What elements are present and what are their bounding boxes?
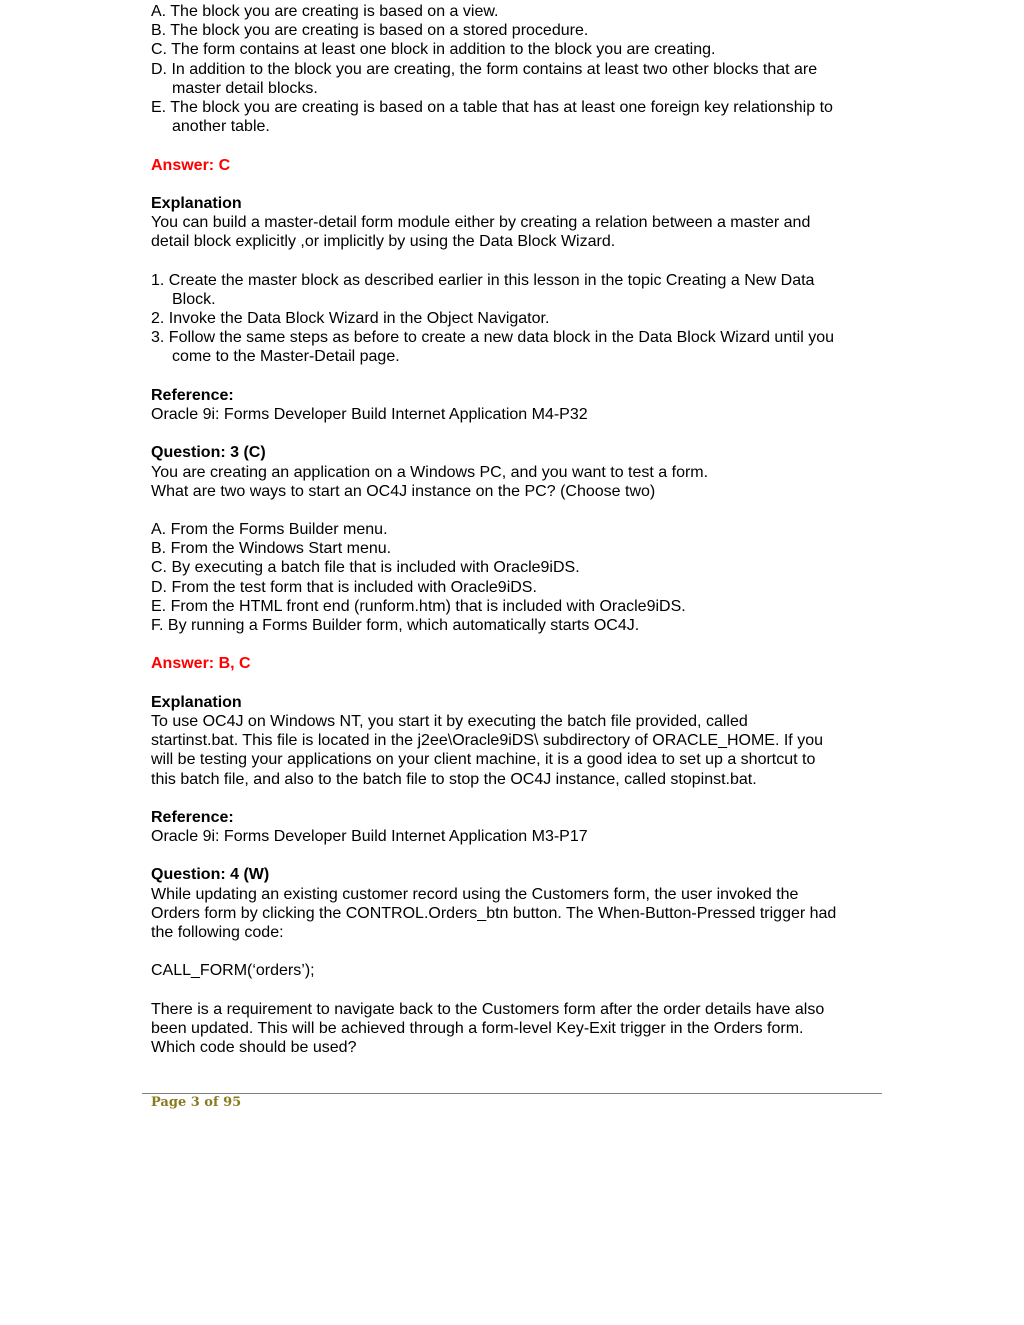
footer-divider (142, 1093, 882, 1094)
q2-option-a: A. The block you are creating is based on a view. (151, 3, 499, 20)
q3-option-b: B. From the Windows Start menu. (151, 540, 392, 558)
q2-explanation-line: detail block explicitly ,or implicitly by using the Data Block Wizard. (151, 233, 616, 251)
q3-option-c: C. By executing a batch file that is included with Oracle9iDS. (151, 559, 580, 577)
q4-text-line: the following code: (151, 924, 284, 941)
q3-explanation-line: will be testing your applications on your client machine, it is a good idea to set up a shortcut to (151, 751, 816, 769)
q2-step-3: 3. Follow the same steps as before to create a new data block in the Data Block Wizard until you (151, 329, 835, 347)
q2-answer: Answer: C (151, 156, 231, 174)
document-body (151, 2, 871, 1057)
q4-text2-line: Which code should be used? (151, 1039, 357, 1057)
q2-reference: Oracle 9i: Forms Developer Build Internet Application M4-P32 (151, 405, 588, 423)
q2-option-b: B. The block you are creating is based on a stored procedure. (151, 22, 589, 40)
q3-explanation-line: startinst.bat. This file is located in the j2ee\Oracle9iDS\ subdirectory of ORACLE_HOME. If you (151, 732, 823, 750)
q3-heading: Question: 3 (C) (151, 444, 266, 462)
q2-option-e-cont: another table. (172, 118, 270, 136)
q2-option-d: D. In addition to the block you are creating, the form contains at least two other blocks that are (151, 60, 818, 78)
q3-explanation-line: this batch file, and also to the batch file to stop the OC4J instance, called stopinst.bat. (151, 770, 757, 788)
q2-reference-heading: Reference: (151, 386, 234, 404)
q2-step-3-cont: come to the Master-Detail page. (172, 348, 400, 366)
q2-step-2: 2. Invoke the Data Block Wizard in the Object Navigator. (151, 310, 550, 327)
q3-option-d: D. From the test form that is included with Oracle9iDS. (151, 578, 537, 596)
q3-answer: Answer: B, C (151, 655, 251, 673)
page-number: Page 3 of 95 (151, 1095, 242, 1110)
q4-code: CALL_FORM(‘orders’); (151, 962, 315, 980)
q3-text-line: You are creating an application on a Windows PC, and you want to test a form. (151, 463, 709, 481)
q2-option-d-cont: master detail blocks. (172, 79, 318, 97)
q4-text2-line: been updated. This will be achieved through a form-level Key-Exit trigger in the Orders form. (151, 1019, 804, 1037)
q2-option-e: E. The block you are creating is based on a table that has at least one foreign key relationship to (151, 98, 833, 116)
q3-reference: Oracle 9i: Forms Developer Build Internet Application M3-P17 (151, 828, 588, 846)
q2-option-c: C. The form contains at least one block in addition to the block you are creating. (151, 41, 716, 59)
q3-explanation-heading: Explanation (151, 693, 242, 711)
q3-option-e: E. From the HTML front end (runform.htm) that is included with Oracle9iDS. (151, 597, 686, 615)
q3-explanation-line: To use OC4J on Windows NT, you start it by executing the batch file provided, called (151, 712, 748, 730)
q2-step-1-cont: Block. (172, 290, 216, 308)
q4-heading: Question: 4 (W) (151, 866, 270, 884)
q3-option-a: A. From the Forms Builder menu. (151, 521, 388, 539)
q2-step-1: 1. Create the master block as described earlier in this lesson in the topic Creating a New Data (151, 271, 815, 289)
q3-text-line: What are two ways to start an OC4J instance on the PC? (Choose two) (151, 482, 656, 500)
q4-text2-line: There is a requirement to navigate back to the Customers form after the order details have also (151, 1000, 825, 1018)
q2-options (151, 2, 871, 136)
q2-explanation-heading: Explanation (151, 194, 242, 212)
q3-option-f: F. By running a Forms Builder form, which automatically starts OC4J. (151, 617, 640, 634)
q3-reference-heading: Reference: (151, 808, 234, 826)
q2-explanation-line: You can build a master-detail form module either by creating a relation between a master and (151, 214, 811, 232)
q4-text-line: Orders form by clicking the CONTROL.Orders_btn button. The When-Button-Pressed trigger had (151, 904, 837, 922)
q4-text-line: While updating an existing customer record using the Customers form, the user invoked the (151, 885, 799, 903)
